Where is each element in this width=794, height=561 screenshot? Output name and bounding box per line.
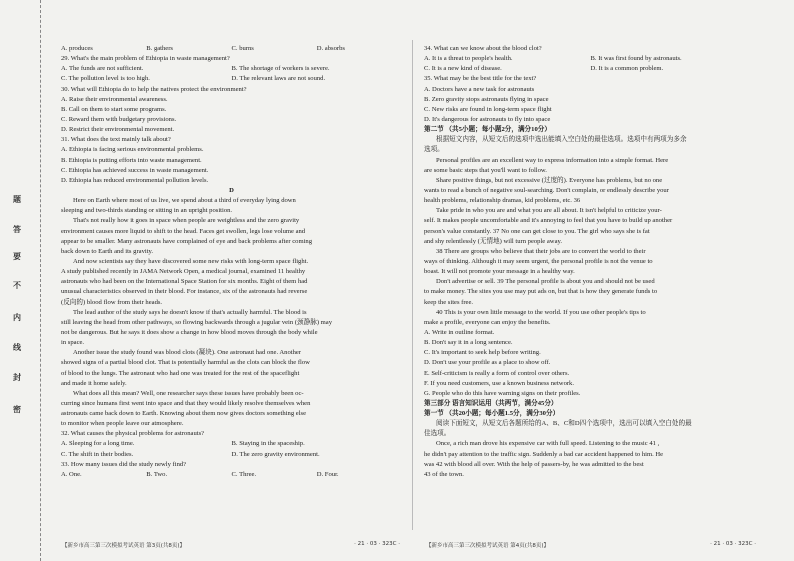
text-line: sleeping and two-thirds standing or sitting in an upright position.: [61, 207, 233, 215]
text-line: curring since humans first went into space and that they would likely resolve themselves when: [61, 399, 311, 407]
answer-option: C. burns: [231, 45, 254, 52]
answer-option: D. absorbs: [316, 45, 345, 52]
answer-option: C. The shift in their bodies.: [61, 450, 134, 458]
text-line: G. People who do this have warning signs on their profiles.: [424, 389, 581, 397]
section-heading: 第二节 （共5小题；每小题2分，满分10分）: [424, 126, 551, 134]
answer-option: A. One.: [61, 470, 82, 478]
binding-char: 密: [13, 405, 21, 414]
text-line: ways of thinking. Although it may seem urgent, the personal profile is not the venue to: [424, 257, 653, 265]
text-line: and shy relentlessly (无情地) will turn people away.: [424, 237, 563, 245]
binding-char: 内: [13, 313, 21, 322]
text-line: (反向的) blood flow from their heads.: [61, 298, 163, 306]
text-line: Personal profiles are an excellent way to express information into a simple format. Here: [436, 156, 669, 164]
answer-option: B. The shortage of workers is severe.: [231, 65, 330, 73]
column-divider: [412, 40, 413, 530]
text-line: back down to Earth and its gravity.: [61, 247, 154, 255]
text-line: What does all this mean? Well, one researcher says these issues have probably been oc-: [73, 389, 304, 397]
text-line: The lead author of the study says he doesn't know if that's actually harmful. The blood is: [73, 308, 307, 316]
section-heading: 第三部分 语言知识运用（共两节，满分45分）: [424, 399, 558, 407]
answer-options-row: [61, 74, 402, 84]
text-line: self. It makes people uncomfortable and it's annoying to feel that you have to build up another: [424, 217, 673, 225]
footer-left-title: 【新乡市高三第三次模拟考试英语 第3页(共8页)】: [62, 543, 186, 549]
answer-option: A. produces: [61, 45, 93, 52]
answer-options-row: [61, 450, 402, 460]
answer-options-row: [61, 439, 402, 449]
text-line: B. Don't say it in a long sentence.: [424, 339, 513, 347]
text-line: to monitor when people leave our atmosphere.: [61, 420, 184, 428]
footer-right-title: 【新乡市高三第三次模拟考试英语 第4页(共8页)】: [426, 543, 550, 549]
binding-margin: [0, 0, 41, 561]
right-column: [424, 44, 757, 480]
text-line: A. Doctors have a new task for astronauts: [424, 85, 535, 93]
text-line: F. If you need customers, use a known business network.: [424, 379, 575, 387]
binding-char: 题: [13, 195, 21, 204]
text-line: D. Restrict their environmental movement.: [61, 126, 175, 134]
text-line: 选项。: [424, 146, 444, 154]
text-line: B. Ethiopia is putting efforts into waste management.: [61, 156, 202, 164]
footer-right-code: · 21 · 03 · 323C ·: [710, 541, 756, 547]
text-line: A. Write in outline format.: [424, 328, 495, 336]
text-line: 29. What's the main problem of Ethiopia in waste management?: [61, 55, 230, 63]
footer-left: [62, 541, 400, 549]
passage-heading: D: [229, 186, 234, 194]
binding-char: 封: [13, 373, 21, 382]
text-line: 32. What causes the physical problems for astronauts?: [61, 430, 205, 438]
text-line: keep the sites free.: [424, 298, 474, 306]
text-line: person's value constantly. 37 No one can get close to you. The girl who says she is fat: [424, 227, 650, 235]
text-line: boast. It will not promote your message in a healthy way.: [424, 268, 575, 276]
text-line: E. Self-criticism is really a form of control over others.: [424, 369, 570, 377]
answer-option: D. Four.: [316, 470, 339, 478]
text-line: and made it home safely.: [61, 379, 127, 387]
answer-options-row: [61, 470, 402, 480]
text-line: appear to be smaller. Many astronauts have complained of eye and back problems after coming: [61, 237, 313, 245]
text-line: 佳选项。: [424, 430, 451, 438]
text-line: 38 There are groups who believe that their jobs are to convert the world to their: [436, 247, 646, 255]
answer-options-row: [424, 64, 757, 74]
answer-option: C. The pollution level is too high.: [61, 75, 150, 83]
text-line: A. Raise their environmental awareness.: [61, 95, 168, 103]
text-line: showed signs of a partial blood clot. That is potentially harmful as the clots can block the flow: [61, 359, 310, 367]
text-line: B. Call on them to start some programs.: [61, 105, 167, 113]
text-line: 31. What does the text mainly talk about?: [61, 136, 171, 144]
binding-char: 答: [13, 225, 21, 234]
answer-option: A. The funds are not sufficient.: [61, 65, 144, 73]
footer-right: [426, 541, 756, 549]
footer-left-code: · 21 · 03 · 323C ·: [354, 541, 400, 547]
text-line: Another issue the study found was blood clots (凝块). One astronaut had one. Another: [73, 349, 301, 357]
text-line: unusual characteristics observed in their blood. For instance, six of the astronauts had reverse: [61, 288, 308, 296]
text-line: he didn't pay attention to the traffic sign. Suddenly a bad car accident happened to him. He: [424, 450, 664, 458]
text-line: D. Ethiopia has reduced environmental pollution levels.: [61, 176, 209, 184]
answer-option: B. Staying in the spaceship.: [231, 440, 305, 448]
section-heading: 第一节 （共20小题；每小题1.5分，满分30分）: [424, 410, 560, 418]
text-line: make a profile, everyone can enjoy the benefits.: [424, 318, 551, 326]
answer-option: D. The zero gravity environment.: [231, 450, 320, 458]
text-line: 阅读下面短文，从短文后各题所给的A、B、C和D四个选项中，选出可以填入空白处的最: [436, 420, 692, 428]
text-line: in space.: [61, 339, 85, 347]
text-line: 33. How many issues did the study newly find?: [61, 460, 187, 468]
text-line: astronauts came back down to Earth. Knowing about them now gives doctors something else: [61, 410, 307, 418]
text-line: 40 This is your own little message to the world. If you use other people's tips to: [436, 308, 646, 316]
text-line: 30. What will Ethiopia do to help the natives protect the environment?: [61, 85, 247, 93]
text-line: B. Zero gravity stops astronauts flying in space: [424, 95, 549, 103]
binding-char: 要: [13, 252, 21, 261]
answer-option: B. It was first found by astronauts.: [590, 55, 682, 63]
text-line: not be dangerous. But he says it does show a change in how blood moves through the body while: [61, 328, 318, 336]
text-line: C. Reward them with budgetary provisions.: [61, 115, 177, 123]
text-line: D. Don't use your profile as a place to show off.: [424, 359, 551, 367]
text-line: Take pride in who you are and what you are all about. It isn't helpful to criticize your-: [436, 207, 662, 215]
text-line: And now scientists say they have discovered some new risks with long-term space flight.: [73, 257, 309, 265]
text-line: health problems, relationship dramas, kid problems, etc. 36: [424, 197, 581, 205]
answer-option: B. gathers: [146, 45, 173, 52]
text-line: C. New risks are found in long-term space flight: [424, 105, 552, 113]
text-line: astronauts who had been on the International Space Station for six months. Eight of them had: [61, 278, 308, 286]
text-line: was 42 with blood all over. With the help of passers-by, he was admitted to the best: [424, 460, 644, 468]
text-line: to make money. The sites you use may put ads on, but that is how they generate funds to: [424, 288, 658, 296]
text-line: Share positive things, but not excessive (过度的). Everyone has problems, but no one: [436, 176, 663, 184]
answer-option: C. Three.: [231, 470, 257, 478]
answer-option: B. Two.: [146, 470, 168, 478]
text-line: D. It's dangerous for astronauts to fly into space: [424, 115, 551, 123]
text-line: are some basic steps that you'll want to follow.: [424, 166, 547, 174]
text-line: 根据短文内容，从短文后的选项中选出能填入空白处的最佳选项。选项中有两项为多余: [436, 136, 687, 144]
text-line: Don't advertise or sell. 39 The personal profile is about you and should not be used: [436, 278, 655, 286]
answer-option: D. It is a common problem.: [590, 65, 664, 73]
text-line: Here on Earth where most of us live, we spend about a third of everyday lying down: [73, 197, 296, 205]
text-line: environment causes more liquid to shift to the head. Faces get swollen, legs lose volume and: [61, 227, 306, 235]
binding-char: 线: [13, 343, 21, 352]
answer-options-row: [61, 64, 402, 74]
text-line: of blood to the lungs. The astronaut who had one was treated for the rest of the spaceflight: [61, 369, 300, 377]
text-line: 35. What may be the best title for the text?: [424, 75, 537, 83]
text-line: C. It's important to seek help before writing.: [424, 349, 541, 357]
answer-options-row: [61, 44, 402, 54]
answer-options-row: [424, 54, 757, 64]
text-line: 34. What can we know about the blood clot?: [424, 45, 542, 52]
text-line: wants to read a bunch of negative soul-searching. Don't complain, or endlessly describe your: [424, 186, 669, 194]
left-column: [61, 44, 402, 480]
text-line: 43 of the town.: [424, 470, 464, 478]
text-line: A. Ethiopia is facing serious environmental problems.: [61, 146, 204, 154]
answer-option: A. It is a threat to people's health.: [424, 55, 513, 63]
text-line: That's not really how it goes in space when people are weightless and the zero gravity: [73, 217, 300, 225]
answer-option: D. The relevant laws are not sound.: [231, 75, 326, 83]
answer-option: C. It is a new kind of disease.: [424, 65, 502, 73]
answer-option: A. Sleeping for a long time.: [61, 440, 135, 448]
text-line: A study published recently in JAMA Network Open, a medical journal, examined 11 healthy: [61, 268, 306, 276]
text-line: C. Ethiopia has achieved success in waste management.: [61, 166, 209, 174]
text-line: still leaving the head from other pathways, so flowing backwards through a jugular vein (颈静脉) may: [61, 318, 333, 326]
binding-char: 不: [13, 281, 21, 290]
text-line: Once, a rich man drove his expensive car with full speed. Listening to the music 41 ,: [436, 440, 660, 448]
